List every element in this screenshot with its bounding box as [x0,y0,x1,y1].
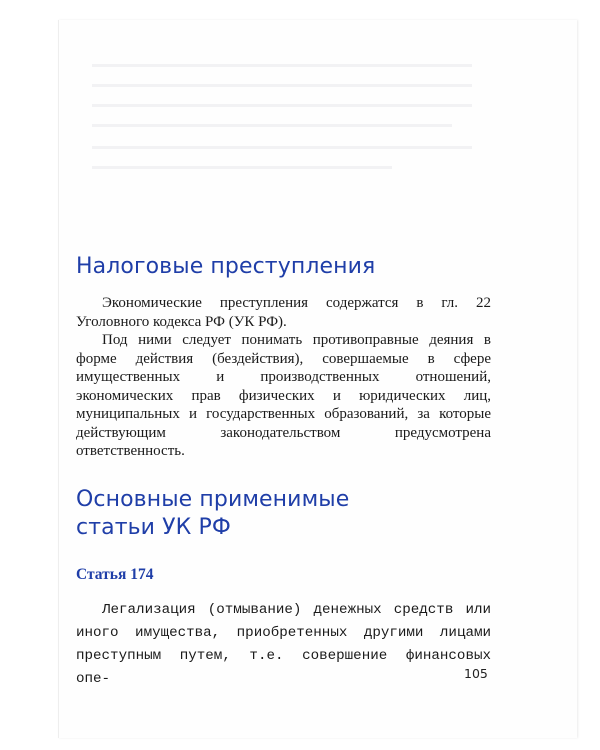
section-title-tax-crimes: Налоговые преступления [76,254,376,279]
section-title-line-1: Основные применимые [76,487,350,512]
article-174-text: Легализация (отмывание) денежных средств или иного имущества, приобретенных другими лицами преступным путем, т.е. совершение финансовых опе- [76,602,491,687]
show-through-line [92,166,392,169]
paragraph-intro: Экономические преступления содержатся в гл. 22 Уголовного кодекса РФ (УК РФ). [76,295,491,330]
show-through-line [92,146,472,149]
show-through-line [92,64,472,67]
show-through-line [92,124,452,127]
page-number: 105 [464,666,488,681]
section-title-articles [76,486,349,542]
article-174-label: Статья 174 [76,566,154,583]
show-through-line [92,84,472,87]
show-through-line [92,104,472,107]
paragraph-definition: Под ними следует понимать противоправные деяния в форме действия (бездействия), совершаемые в сфере имущественных и производственных отношений, экономических прав физических и юридических лиц, муниципальных и государственных образований, за которые действующим законодательством предусмотрена ответственность. [76,332,491,459]
section-title-line-2: статьи УК РФ [76,515,231,540]
